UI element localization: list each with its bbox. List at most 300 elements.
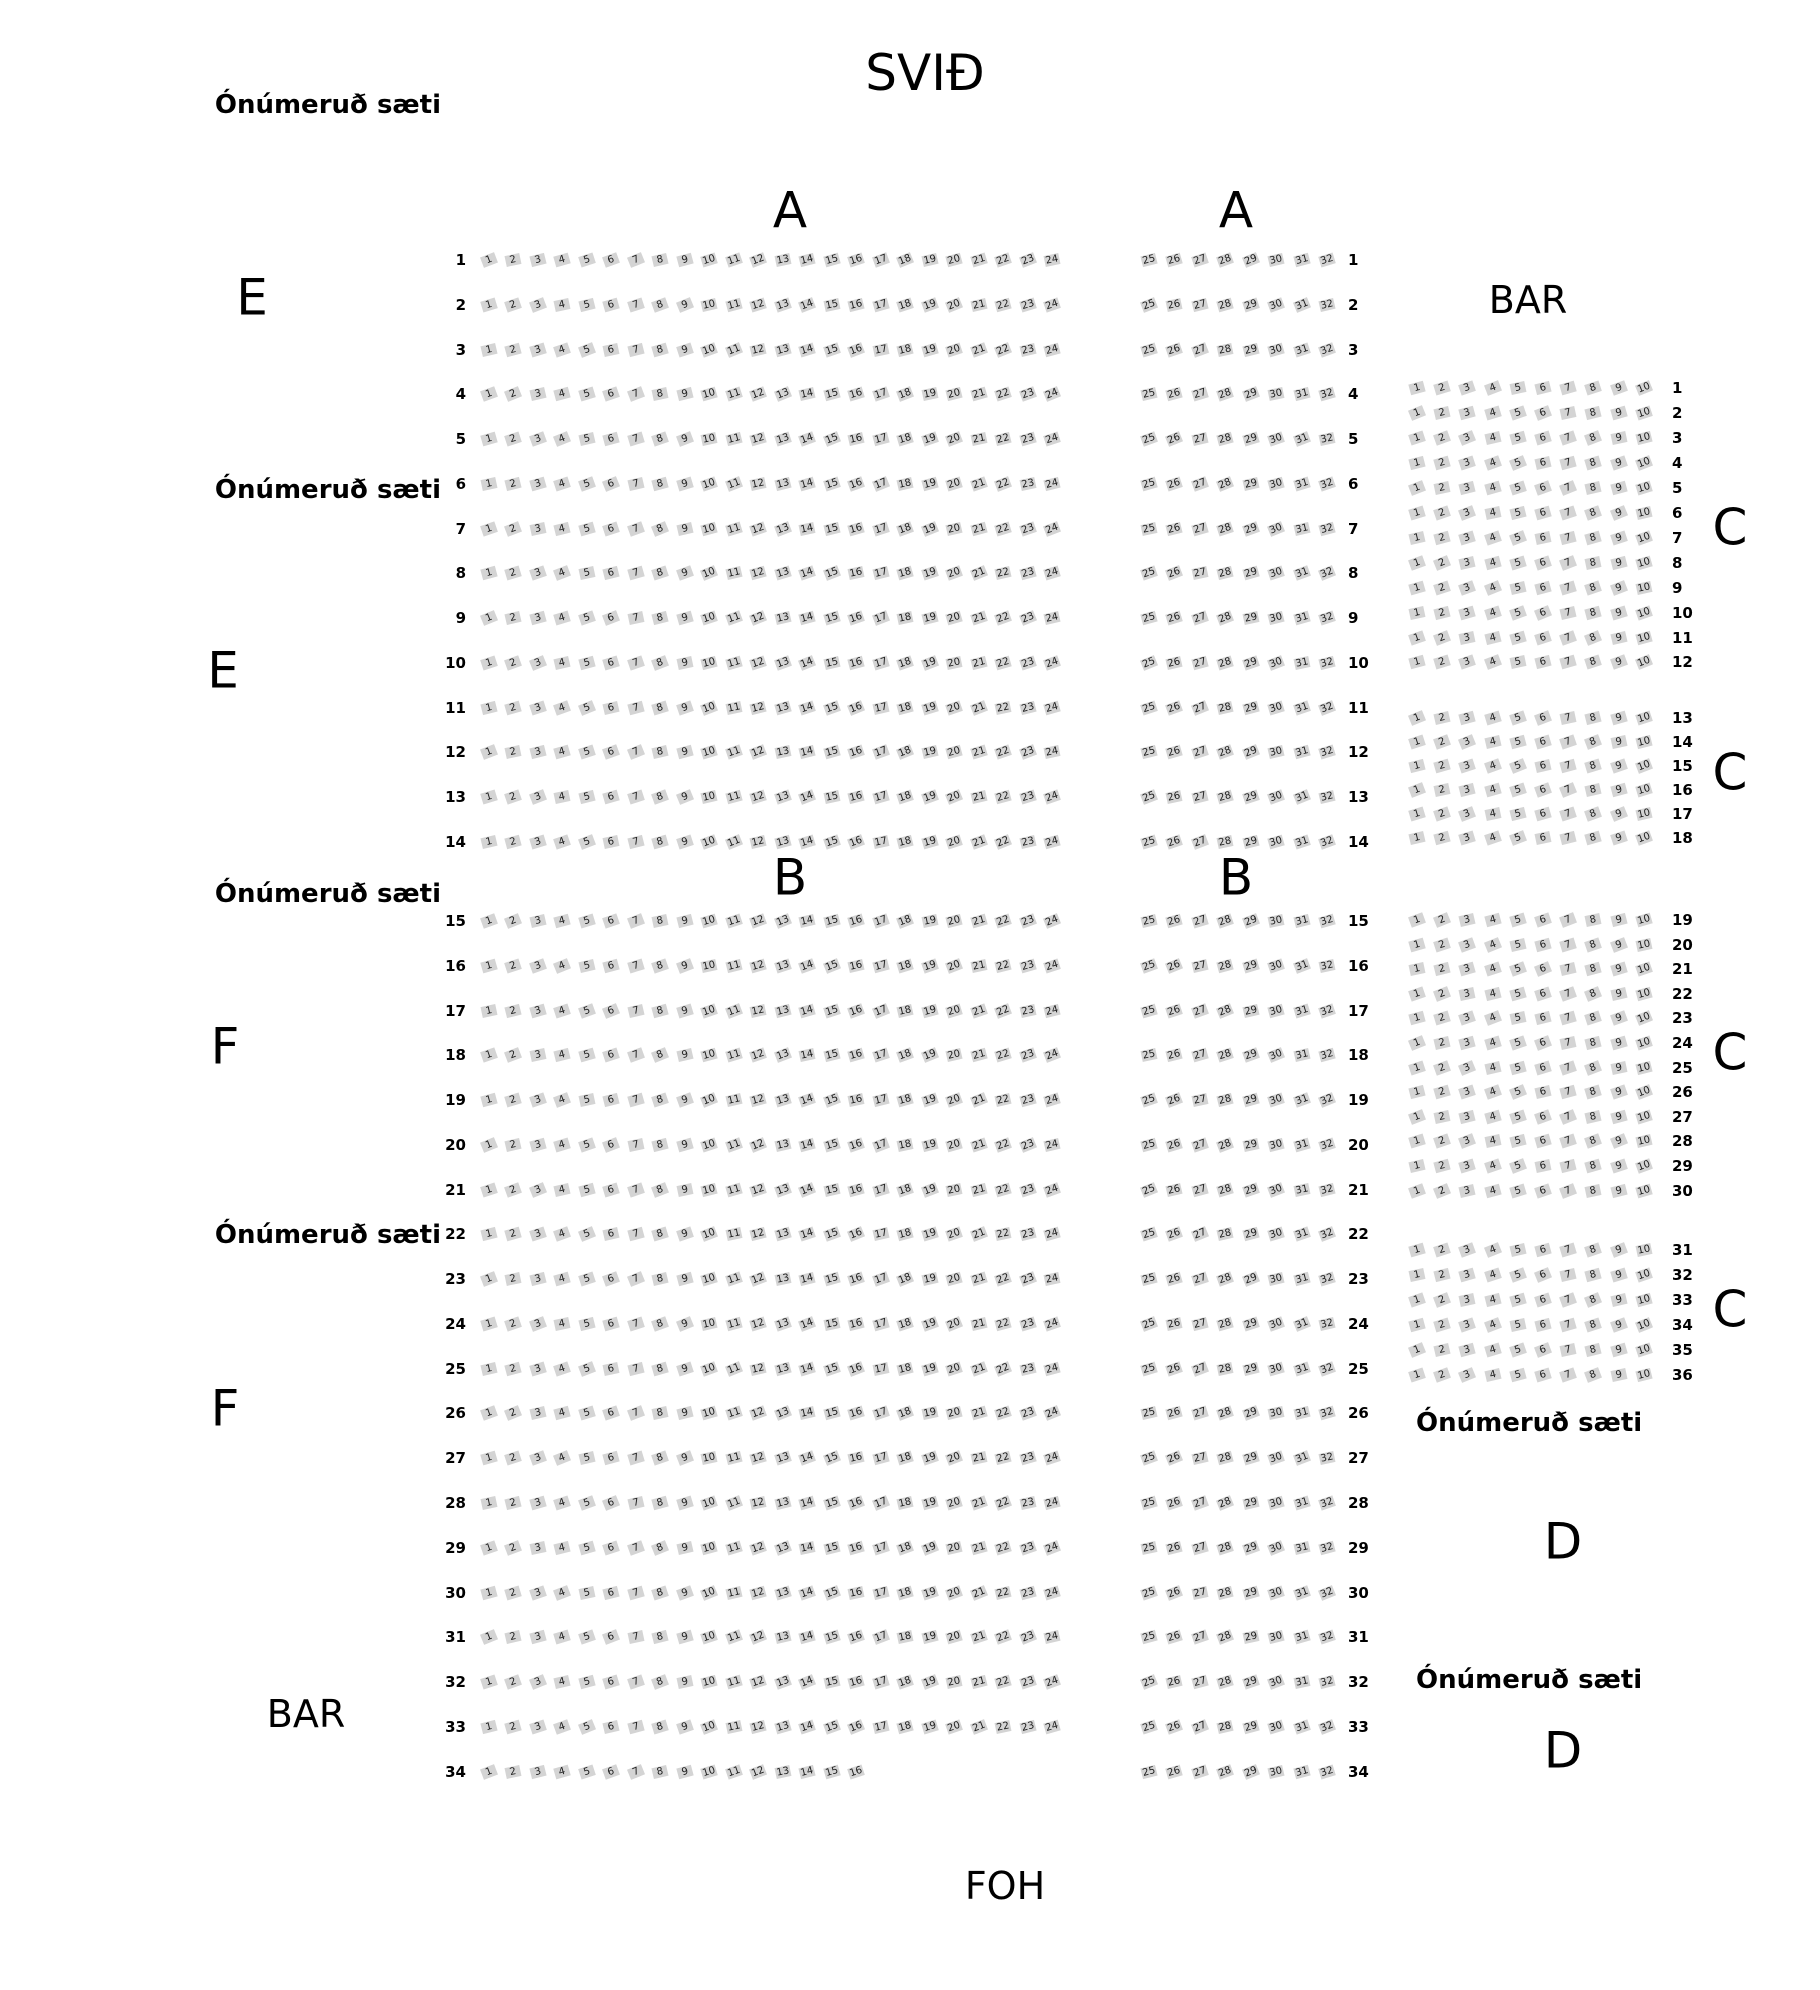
seat[interactable]: 2: [1434, 530, 1451, 545]
seat[interactable]: 20: [946, 789, 963, 805]
seat[interactable]: 19: [921, 655, 938, 671]
seat[interactable]: 16: [848, 1317, 864, 1331]
seat[interactable]: 6: [1534, 605, 1552, 621]
seat[interactable]: 13: [775, 745, 791, 760]
seat[interactable]: 22: [995, 1406, 1011, 1421]
seat[interactable]: 26: [1166, 1630, 1183, 1645]
seat[interactable]: 15: [823, 342, 840, 357]
seat[interactable]: 25: [1141, 611, 1157, 626]
seat[interactable]: 1: [480, 297, 498, 312]
seat[interactable]: 18: [897, 1540, 914, 1556]
seat[interactable]: 29: [1243, 1003, 1259, 1018]
seat[interactable]: 1: [480, 913, 498, 928]
seat[interactable]: 24: [1044, 1316, 1060, 1332]
seat[interactable]: 21: [971, 959, 986, 973]
seat[interactable]: 10: [701, 1719, 718, 1735]
seat[interactable]: 24: [1044, 386, 1060, 402]
seat[interactable]: 7: [1559, 1060, 1577, 1075]
seat[interactable]: 14: [799, 1182, 816, 1198]
seat[interactable]: 22: [995, 432, 1011, 446]
seat[interactable]: 10: [701, 913, 717, 929]
seat[interactable]: 9: [1610, 1183, 1627, 1197]
seat[interactable]: 1: [1409, 1268, 1426, 1282]
seat[interactable]: 30: [1268, 1182, 1285, 1198]
seat[interactable]: 1: [480, 1540, 498, 1555]
seat[interactable]: 22: [995, 655, 1011, 670]
seat[interactable]: 21: [971, 1182, 987, 1197]
seat[interactable]: 1: [480, 1048, 498, 1063]
seat[interactable]: 5: [578, 611, 596, 626]
seat[interactable]: 20: [946, 1182, 962, 1197]
seat[interactable]: 1: [1408, 1159, 1425, 1173]
seat[interactable]: 3: [1459, 530, 1477, 545]
seat[interactable]: 10: [1635, 961, 1652, 977]
seat[interactable]: 14: [799, 342, 815, 357]
seat[interactable]: 28: [1217, 700, 1233, 715]
seat[interactable]: 17: [872, 655, 889, 671]
seat[interactable]: 8: [1585, 1085, 1603, 1100]
seat[interactable]: 20: [946, 834, 962, 850]
seat[interactable]: 7: [627, 1227, 644, 1242]
seat[interactable]: 2: [1433, 734, 1451, 749]
seat[interactable]: 25: [1141, 1541, 1157, 1555]
seat[interactable]: 8: [1584, 1292, 1602, 1308]
seat[interactable]: 3: [1458, 1242, 1476, 1257]
seat[interactable]: 8: [652, 1630, 669, 1644]
seat[interactable]: 18: [897, 1630, 913, 1645]
seat[interactable]: 8: [652, 745, 669, 759]
seat[interactable]: 12: [750, 610, 767, 626]
seat[interactable]: 2: [505, 1003, 522, 1017]
seat[interactable]: 12: [750, 1629, 767, 1645]
seat[interactable]: 13: [775, 611, 791, 625]
seat[interactable]: 9: [1610, 987, 1627, 1001]
seat[interactable]: 9: [676, 1092, 694, 1107]
seat[interactable]: 9: [676, 1630, 693, 1645]
seat[interactable]: 32: [1319, 700, 1335, 716]
seat[interactable]: 9: [676, 1048, 693, 1062]
seat[interactable]: 3: [529, 1316, 547, 1332]
seat[interactable]: 8: [1584, 505, 1602, 520]
seat[interactable]: 2: [505, 1720, 522, 1735]
seat[interactable]: 21: [970, 745, 987, 760]
seat[interactable]: 23: [1019, 521, 1036, 536]
seat[interactable]: 12: [750, 790, 766, 805]
seat[interactable]: 22: [995, 958, 1011, 973]
seat[interactable]: 7: [1559, 734, 1577, 749]
seat[interactable]: 30: [1268, 297, 1284, 313]
seat[interactable]: 13: [774, 655, 791, 671]
seat[interactable]: 26: [1166, 1182, 1182, 1197]
seat[interactable]: 27: [1192, 958, 1208, 973]
seat[interactable]: 20: [946, 521, 962, 536]
seat[interactable]: 10: [701, 1182, 717, 1197]
seat[interactable]: 10: [1636, 1060, 1652, 1075]
seat[interactable]: 31: [1293, 342, 1310, 357]
seat[interactable]: 8: [652, 1585, 670, 1600]
seat[interactable]: 20: [946, 476, 962, 491]
seat[interactable]: 10: [701, 745, 718, 760]
seat[interactable]: 2: [505, 1585, 523, 1600]
seat[interactable]: 8: [652, 387, 669, 401]
seat[interactable]: 22: [995, 1675, 1011, 1690]
seat[interactable]: 12: [750, 1540, 767, 1556]
seat[interactable]: 10: [1636, 505, 1652, 520]
seat[interactable]: 20: [946, 1495, 962, 1511]
seat[interactable]: 31: [1293, 1316, 1310, 1332]
seat[interactable]: 31: [1293, 253, 1310, 267]
seat[interactable]: 25: [1141, 1361, 1157, 1376]
seat[interactable]: 18: [897, 1047, 914, 1063]
seat[interactable]: 25: [1141, 1137, 1157, 1152]
seat[interactable]: 12: [750, 1764, 767, 1780]
seat[interactable]: 6: [1534, 655, 1551, 669]
seat[interactable]: 2: [505, 253, 522, 267]
seat[interactable]: 4: [1484, 913, 1501, 928]
seat[interactable]: 26: [1166, 1406, 1182, 1421]
seat[interactable]: 4: [553, 1092, 571, 1108]
seat[interactable]: 10: [1635, 530, 1652, 546]
seat[interactable]: 7: [1560, 1085, 1577, 1100]
seat[interactable]: 19: [921, 431, 938, 447]
seat[interactable]: 12: [750, 655, 767, 671]
seat[interactable]: 29: [1242, 1406, 1259, 1421]
seat[interactable]: 24: [1044, 476, 1060, 491]
seat[interactable]: 12: [750, 1227, 766, 1242]
seat[interactable]: 3: [529, 1003, 546, 1018]
seat[interactable]: 11: [726, 700, 742, 715]
seat[interactable]: 31: [1293, 1719, 1310, 1735]
seat[interactable]: 16: [848, 834, 865, 850]
seat[interactable]: 30: [1268, 745, 1284, 760]
seat[interactable]: 21: [971, 790, 987, 805]
seat[interactable]: 8: [652, 1496, 669, 1511]
seat[interactable]: 21: [970, 476, 987, 492]
seat[interactable]: 19: [921, 789, 938, 805]
seat[interactable]: 16: [848, 1271, 864, 1287]
seat[interactable]: 9: [1610, 630, 1627, 644]
seat[interactable]: 3: [1458, 734, 1476, 750]
seat[interactable]: 3: [529, 1451, 547, 1466]
seat[interactable]: 11: [726, 1093, 742, 1107]
seat[interactable]: 8: [652, 1719, 670, 1734]
seat[interactable]: 31: [1293, 1585, 1310, 1600]
seat[interactable]: 11: [725, 252, 742, 268]
seat[interactable]: 9: [1610, 711, 1627, 726]
seat[interactable]: 17: [872, 1003, 889, 1019]
seat[interactable]: 10: [1636, 782, 1652, 798]
seat[interactable]: 18: [897, 431, 913, 447]
seat[interactable]: 27: [1192, 1540, 1208, 1555]
seat[interactable]: 20: [946, 297, 963, 313]
seat[interactable]: 6: [1534, 1292, 1552, 1307]
seat[interactable]: 1: [1408, 937, 1425, 952]
seat[interactable]: 26: [1166, 1048, 1182, 1063]
seat[interactable]: 2: [505, 297, 523, 312]
seat[interactable]: 12: [750, 477, 766, 491]
seat[interactable]: 7: [627, 342, 644, 356]
seat[interactable]: 30: [1268, 1361, 1284, 1376]
seat[interactable]: 16: [848, 1406, 864, 1421]
seat[interactable]: 17: [872, 1495, 889, 1511]
seat[interactable]: 5: [1509, 1109, 1527, 1124]
seat[interactable]: 1: [480, 252, 498, 268]
seat[interactable]: 5: [578, 1495, 596, 1510]
seat[interactable]: 29: [1243, 700, 1259, 715]
seat[interactable]: 28: [1217, 745, 1234, 760]
seat[interactable]: 7: [627, 1138, 644, 1152]
seat[interactable]: 20: [946, 387, 962, 402]
seat[interactable]: 10: [1635, 830, 1652, 846]
seat[interactable]: 2: [1433, 1292, 1451, 1308]
seat[interactable]: 32: [1319, 913, 1335, 929]
seat[interactable]: 17: [873, 1585, 889, 1600]
seat[interactable]: 4: [1484, 807, 1501, 821]
seat[interactable]: 17: [873, 790, 889, 805]
seat[interactable]: 19: [921, 566, 938, 581]
seat[interactable]: 12: [750, 835, 766, 849]
seat[interactable]: 32: [1319, 1719, 1335, 1735]
seat[interactable]: 17: [872, 1406, 889, 1421]
seat[interactable]: 17: [873, 700, 889, 715]
seat[interactable]: 6: [1535, 831, 1552, 845]
seat[interactable]: 4: [1484, 962, 1502, 977]
seat[interactable]: 20: [946, 1316, 963, 1332]
seat[interactable]: 5: [1509, 431, 1526, 446]
seat[interactable]: 3: [529, 342, 547, 357]
seat[interactable]: 12: [750, 1048, 767, 1063]
seat[interactable]: 10: [1635, 605, 1652, 620]
seat[interactable]: 24: [1044, 1630, 1060, 1645]
seat[interactable]: 2: [1433, 555, 1451, 571]
seat[interactable]: 2: [1433, 1060, 1451, 1075]
seat[interactable]: 32: [1319, 959, 1335, 973]
seat[interactable]: 25: [1141, 297, 1157, 313]
seat[interactable]: 7: [627, 1630, 644, 1644]
seat[interactable]: 3: [529, 1674, 547, 1690]
seat[interactable]: 11: [726, 1182, 742, 1197]
seat[interactable]: 7: [1560, 456, 1577, 471]
seat[interactable]: 18: [897, 342, 913, 357]
seat[interactable]: 7: [627, 432, 645, 447]
seat[interactable]: 2: [1434, 1343, 1451, 1357]
seat[interactable]: 2: [505, 1496, 522, 1510]
seat[interactable]: 9: [1610, 1110, 1627, 1125]
seat[interactable]: 6: [603, 1317, 620, 1332]
seat[interactable]: 16: [848, 521, 864, 536]
seat[interactable]: 15: [823, 431, 840, 447]
seat[interactable]: 9: [1610, 962, 1628, 977]
seat[interactable]: 19: [922, 1137, 938, 1152]
seat[interactable]: 12: [750, 1719, 766, 1734]
seat[interactable]: 24: [1044, 1361, 1060, 1376]
seat[interactable]: 20: [946, 1406, 962, 1421]
seat[interactable]: 4: [1484, 1084, 1502, 1099]
seat[interactable]: 10: [1635, 455, 1652, 471]
seat[interactable]: 9: [676, 611, 693, 626]
seat[interactable]: 5: [578, 1361, 596, 1377]
seat[interactable]: 16: [848, 252, 864, 268]
seat[interactable]: 6: [1534, 456, 1551, 470]
seat[interactable]: 4: [1484, 937, 1502, 953]
seat[interactable]: 7: [1559, 986, 1577, 1001]
seat[interactable]: 10: [1635, 1267, 1652, 1283]
seat[interactable]: 13: [774, 431, 791, 447]
seat[interactable]: 24: [1044, 745, 1060, 760]
seat[interactable]: 4: [554, 1495, 572, 1510]
seat[interactable]: 5: [578, 1586, 595, 1600]
seat[interactable]: 5: [1509, 581, 1526, 595]
seat[interactable]: 23: [1020, 835, 1035, 849]
seat[interactable]: 28: [1217, 958, 1233, 973]
seat[interactable]: 4: [554, 1003, 572, 1018]
seat[interactable]: 6: [603, 1182, 621, 1197]
seat[interactable]: 10: [1636, 431, 1652, 445]
seat[interactable]: 10: [701, 1137, 718, 1153]
seat[interactable]: 11: [725, 1271, 742, 1287]
seat[interactable]: 7: [1559, 1367, 1577, 1382]
seat[interactable]: 26: [1166, 700, 1183, 716]
seat[interactable]: 1: [480, 958, 497, 973]
seat[interactable]: 9: [676, 342, 694, 357]
seat[interactable]: 6: [1534, 735, 1552, 750]
seat[interactable]: 24: [1044, 1719, 1060, 1734]
seat[interactable]: 23: [1020, 1227, 1036, 1242]
seat[interactable]: 22: [995, 1182, 1011, 1197]
seat[interactable]: 7: [627, 655, 645, 670]
seat[interactable]: 8: [1585, 962, 1602, 977]
seat[interactable]: 1: [1408, 381, 1425, 396]
seat[interactable]: 25: [1141, 1406, 1157, 1421]
seat[interactable]: 3: [1459, 913, 1476, 927]
seat[interactable]: 8: [651, 1540, 669, 1556]
seat[interactable]: 11: [726, 521, 742, 536]
seat[interactable]: 11: [726, 566, 742, 581]
seat[interactable]: 9: [1610, 406, 1627, 421]
seat[interactable]: 32: [1319, 1137, 1335, 1153]
seat[interactable]: 1: [1408, 1183, 1426, 1198]
seat[interactable]: 18: [897, 790, 913, 805]
seat[interactable]: 23: [1019, 1629, 1036, 1645]
seat[interactable]: 3: [529, 1182, 547, 1198]
seat[interactable]: 8: [1585, 1036, 1602, 1050]
seat[interactable]: 4: [554, 914, 571, 929]
seat[interactable]: 8: [1585, 1110, 1602, 1124]
seat[interactable]: 3: [529, 476, 546, 491]
seat[interactable]: 22: [995, 700, 1011, 715]
seat[interactable]: 20: [946, 1272, 962, 1287]
seat[interactable]: 16: [848, 476, 865, 492]
seat[interactable]: 32: [1319, 565, 1335, 581]
seat[interactable]: 8: [1585, 1159, 1602, 1174]
seat[interactable]: 5: [578, 834, 596, 850]
seat[interactable]: 28: [1217, 790, 1233, 805]
seat[interactable]: 29: [1243, 566, 1259, 581]
seat[interactable]: 27: [1192, 1764, 1208, 1779]
seat[interactable]: 8: [651, 431, 669, 446]
seat[interactable]: 27: [1191, 1003, 1208, 1018]
seat[interactable]: 1: [480, 342, 497, 356]
seat[interactable]: 8: [1585, 831, 1602, 846]
seat[interactable]: 1: [480, 1585, 497, 1600]
seat[interactable]: 22: [995, 1316, 1011, 1331]
seat[interactable]: 32: [1319, 252, 1335, 268]
seat[interactable]: 28: [1217, 1764, 1234, 1779]
seat[interactable]: 32: [1319, 1406, 1335, 1421]
seat[interactable]: 18: [897, 958, 913, 973]
seat[interactable]: 17: [872, 745, 889, 760]
seat[interactable]: 7: [627, 1048, 645, 1063]
seat[interactable]: 22: [995, 476, 1011, 492]
seat[interactable]: 25: [1141, 958, 1157, 974]
seat[interactable]: 22: [995, 1227, 1011, 1242]
seat[interactable]: 11: [725, 1361, 742, 1377]
seat[interactable]: 3: [529, 1630, 546, 1645]
seat[interactable]: 10: [1635, 1084, 1652, 1100]
seat[interactable]: 7: [1559, 1292, 1577, 1307]
seat[interactable]: 5: [1509, 1183, 1527, 1198]
seat[interactable]: 13: [775, 1719, 791, 1734]
seat[interactable]: 3: [1459, 1011, 1477, 1026]
seat[interactable]: 2: [505, 1674, 523, 1689]
seat[interactable]: 1: [1408, 1060, 1426, 1075]
seat[interactable]: 31: [1293, 745, 1310, 760]
seat[interactable]: 4: [554, 1361, 572, 1376]
seat[interactable]: 10: [701, 1317, 717, 1331]
seat[interactable]: 24: [1044, 1674, 1060, 1690]
seat[interactable]: 7: [627, 386, 645, 402]
seat[interactable]: 24: [1044, 958, 1060, 973]
seat[interactable]: 9: [1610, 1061, 1627, 1075]
seat[interactable]: 28: [1217, 1048, 1234, 1063]
seat[interactable]: 12: [750, 700, 766, 715]
seat[interactable]: 12: [750, 386, 767, 402]
seat[interactable]: 25: [1141, 387, 1157, 402]
seat[interactable]: 27: [1192, 252, 1208, 268]
seat[interactable]: 20: [946, 914, 962, 928]
seat[interactable]: 11: [726, 1227, 742, 1242]
seat[interactable]: 28: [1217, 1361, 1233, 1376]
seat[interactable]: 30: [1268, 1585, 1284, 1600]
seat[interactable]: 23: [1019, 1451, 1036, 1466]
seat[interactable]: 11: [726, 1406, 742, 1421]
seat[interactable]: 9: [676, 656, 693, 670]
seat[interactable]: 30: [1268, 521, 1285, 537]
seat[interactable]: 9: [1610, 783, 1627, 798]
seat[interactable]: 14: [799, 1227, 815, 1242]
seat[interactable]: 1: [1408, 1134, 1426, 1149]
seat[interactable]: 15: [824, 1137, 840, 1152]
seat[interactable]: 8: [651, 790, 669, 805]
seat[interactable]: 15: [824, 387, 840, 402]
seat[interactable]: 8: [1585, 1184, 1602, 1198]
seat[interactable]: 4: [554, 1272, 571, 1287]
seat[interactable]: 11: [726, 1540, 742, 1555]
seat[interactable]: 2: [1433, 1183, 1451, 1199]
seat[interactable]: 19: [921, 521, 938, 537]
seat[interactable]: 5: [1509, 506, 1526, 520]
seat[interactable]: 27: [1192, 610, 1208, 626]
seat[interactable]: 32: [1319, 1272, 1335, 1287]
seat[interactable]: 5: [1509, 555, 1527, 570]
seat[interactable]: 32: [1319, 1451, 1335, 1465]
seat[interactable]: 28: [1217, 913, 1234, 929]
seat[interactable]: 13: [774, 789, 791, 805]
seat[interactable]: 28: [1217, 1093, 1233, 1107]
seat[interactable]: 28: [1217, 252, 1234, 268]
seat[interactable]: 5: [578, 566, 595, 580]
seat[interactable]: 4: [1484, 1061, 1501, 1075]
